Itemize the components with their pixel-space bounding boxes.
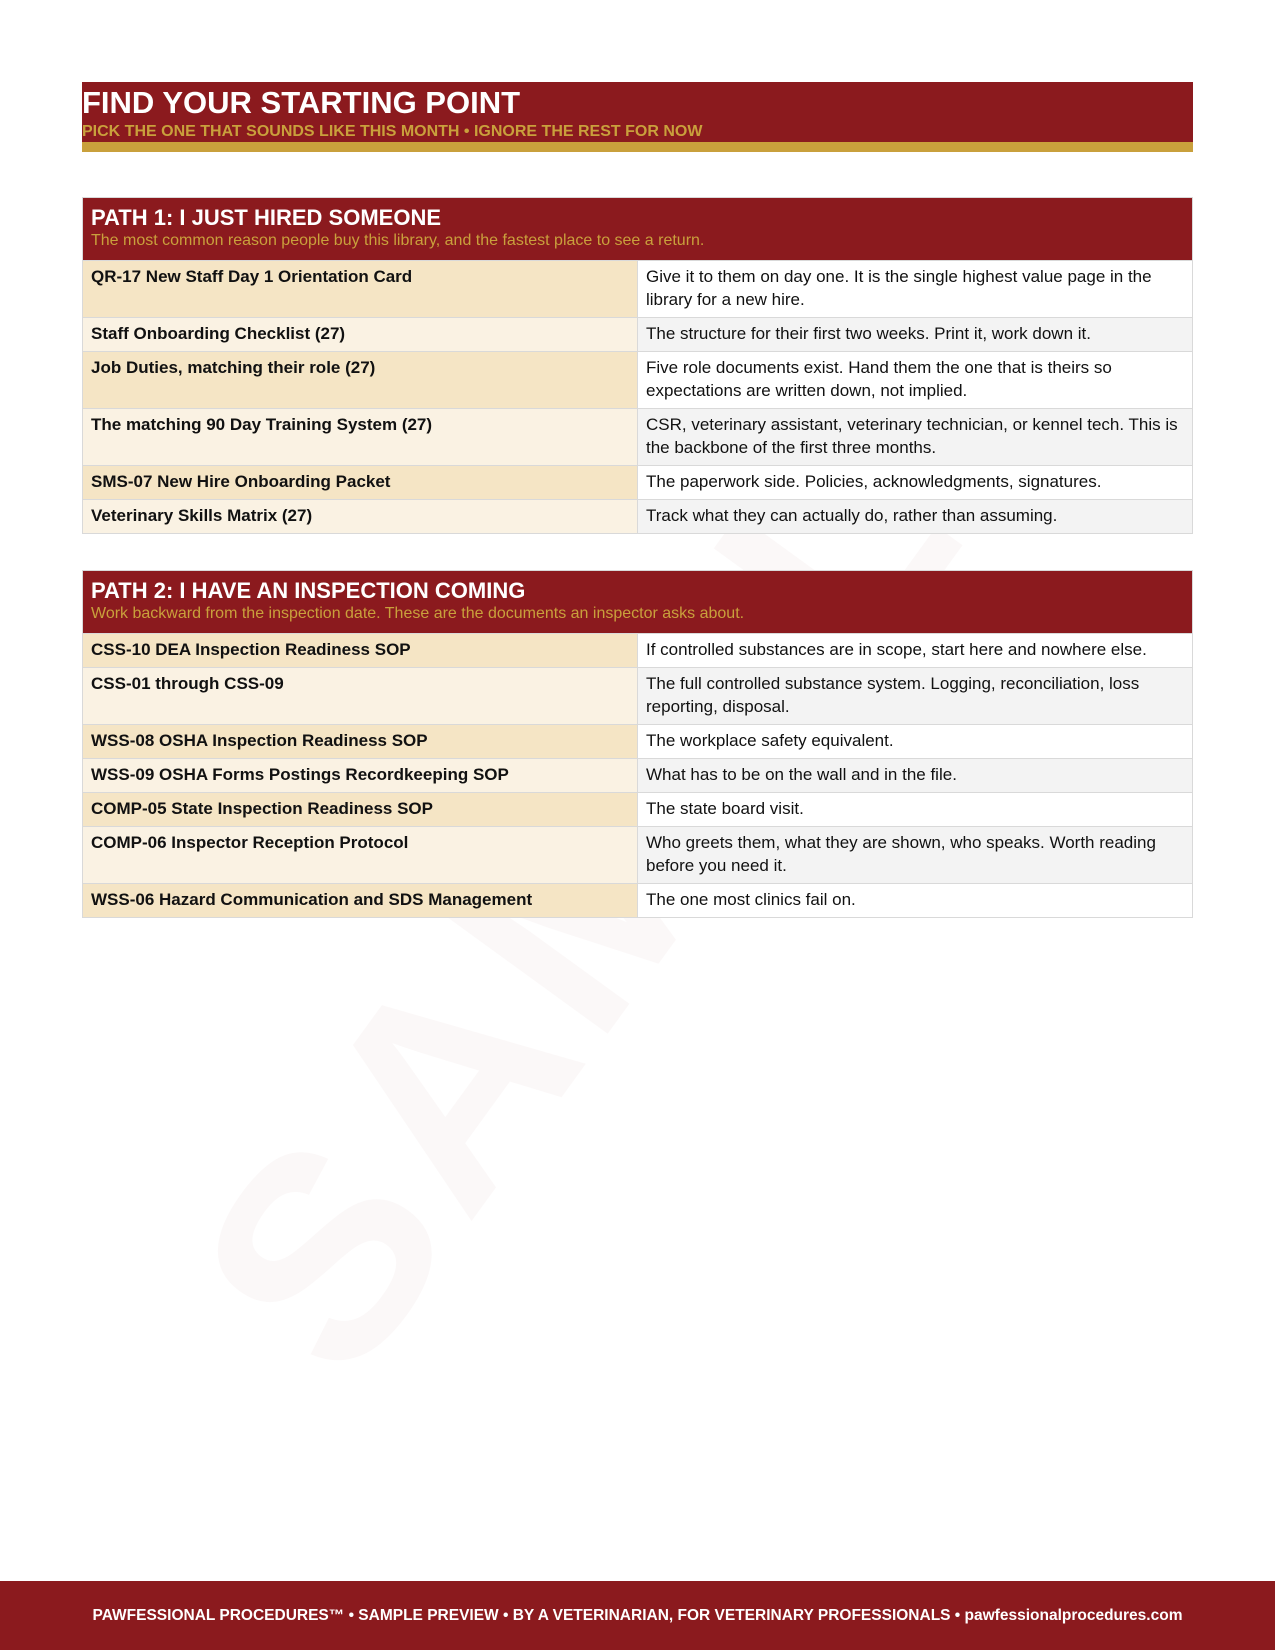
page-title: FIND YOUR STARTING POINT — [82, 85, 521, 120]
table-row — [83, 318, 1192, 352]
table-row — [83, 261, 1192, 318]
path-1-section — [82, 197, 1193, 534]
page-header — [82, 82, 1193, 142]
path-1-title: PATH 1: I JUST HIRED SOMEONE — [91, 205, 442, 230]
document-note: The full controlled substance system. Logging, reconciliation, loss reporting, disposal. — [638, 668, 1193, 725]
table-row — [83, 409, 1192, 466]
table-row — [83, 759, 1192, 793]
document-name: CSS-10 DEA Inspection Readiness SOP — [83, 634, 638, 668]
document-note: Give it to them on day one. It is the single highest value page in the library for a new hire. — [638, 261, 1193, 318]
document-name: Veterinary Skills Matrix (27) — [83, 500, 638, 534]
path-2-title: PATH 2: I HAVE AN INSPECTION COMING — [91, 578, 526, 603]
document-name: WSS-09 OSHA Forms Postings Recordkeeping SOP — [83, 759, 638, 793]
document-name: Staff Onboarding Checklist (27) — [83, 318, 638, 352]
path-1-subtitle: The most common reason people buy this library, and the fastest place to see a return. — [91, 232, 705, 249]
document-note: The one most clinics fail on. — [638, 884, 1193, 918]
table-row — [83, 634, 1192, 668]
document-note: CSR, veterinary assistant, veterinary technician, or kennel tech. This is the backbone of the first three months. — [638, 409, 1193, 466]
document-name: Job Duties, matching their role (27) — [83, 352, 638, 409]
document-note: The structure for their first two weeks. Print it, work down it. — [638, 318, 1193, 352]
document-note: Track what they can actually do, rather than assuming. — [638, 500, 1193, 534]
document-note: The state board visit. — [638, 793, 1193, 827]
path-2-section — [82, 570, 1193, 918]
header-gold-rule — [82, 142, 1193, 152]
table-row — [83, 352, 1192, 409]
table-row — [83, 500, 1192, 534]
document-note: The workplace safety equivalent. — [638, 725, 1193, 759]
table-row — [83, 884, 1192, 918]
table-row — [83, 827, 1192, 884]
table-row — [83, 725, 1192, 759]
page-footer: PAWFESSIONAL PROCEDURES™ • SAMPLE PREVIEW • BY A VETERINARIAN, FOR VETERINARY PROFESSIONALS • pawfessionalprocedures.com — [0, 1581, 1275, 1650]
document-note: What has to be on the wall and in the file. — [638, 759, 1193, 793]
path-2-header — [83, 571, 1192, 633]
path-1-header — [83, 198, 1192, 260]
document-name: COMP-05 State Inspection Readiness SOP — [83, 793, 638, 827]
document-note: Who greets them, what they are shown, who speaks. Worth reading before you need it. — [638, 827, 1193, 884]
document-name: COMP-06 Inspector Reception Protocol — [83, 827, 638, 884]
document-note: The paperwork side. Policies, acknowledgments, signatures. — [638, 466, 1193, 500]
table-row — [83, 466, 1192, 500]
path-1-table — [83, 260, 1192, 533]
document-name: WSS-08 OSHA Inspection Readiness SOP — [83, 725, 638, 759]
document-name: The matching 90 Day Training System (27) — [83, 409, 638, 466]
document-name: QR-17 New Staff Day 1 Orientation Card — [83, 261, 638, 318]
path-2-table — [83, 633, 1192, 917]
document-name: CSS-01 through CSS-09 — [83, 668, 638, 725]
table-row — [83, 668, 1192, 725]
document-name: WSS-06 Hazard Communication and SDS Management — [83, 884, 638, 918]
document-name: SMS-07 New Hire Onboarding Packet — [83, 466, 638, 500]
document-note: Five role documents exist. Hand them the one that is theirs so expectations are written down, not implied. — [638, 352, 1193, 409]
path-2-subtitle: Work backward from the inspection date. These are the documents an inspector asks about. — [91, 605, 745, 622]
table-row — [83, 793, 1192, 827]
page-subtitle: PICK THE ONE THAT SOUNDS LIKE THIS MONTH • IGNORE THE REST FOR NOW — [82, 123, 703, 140]
document-note: If controlled substances are in scope, start here and nowhere else. — [638, 634, 1193, 668]
